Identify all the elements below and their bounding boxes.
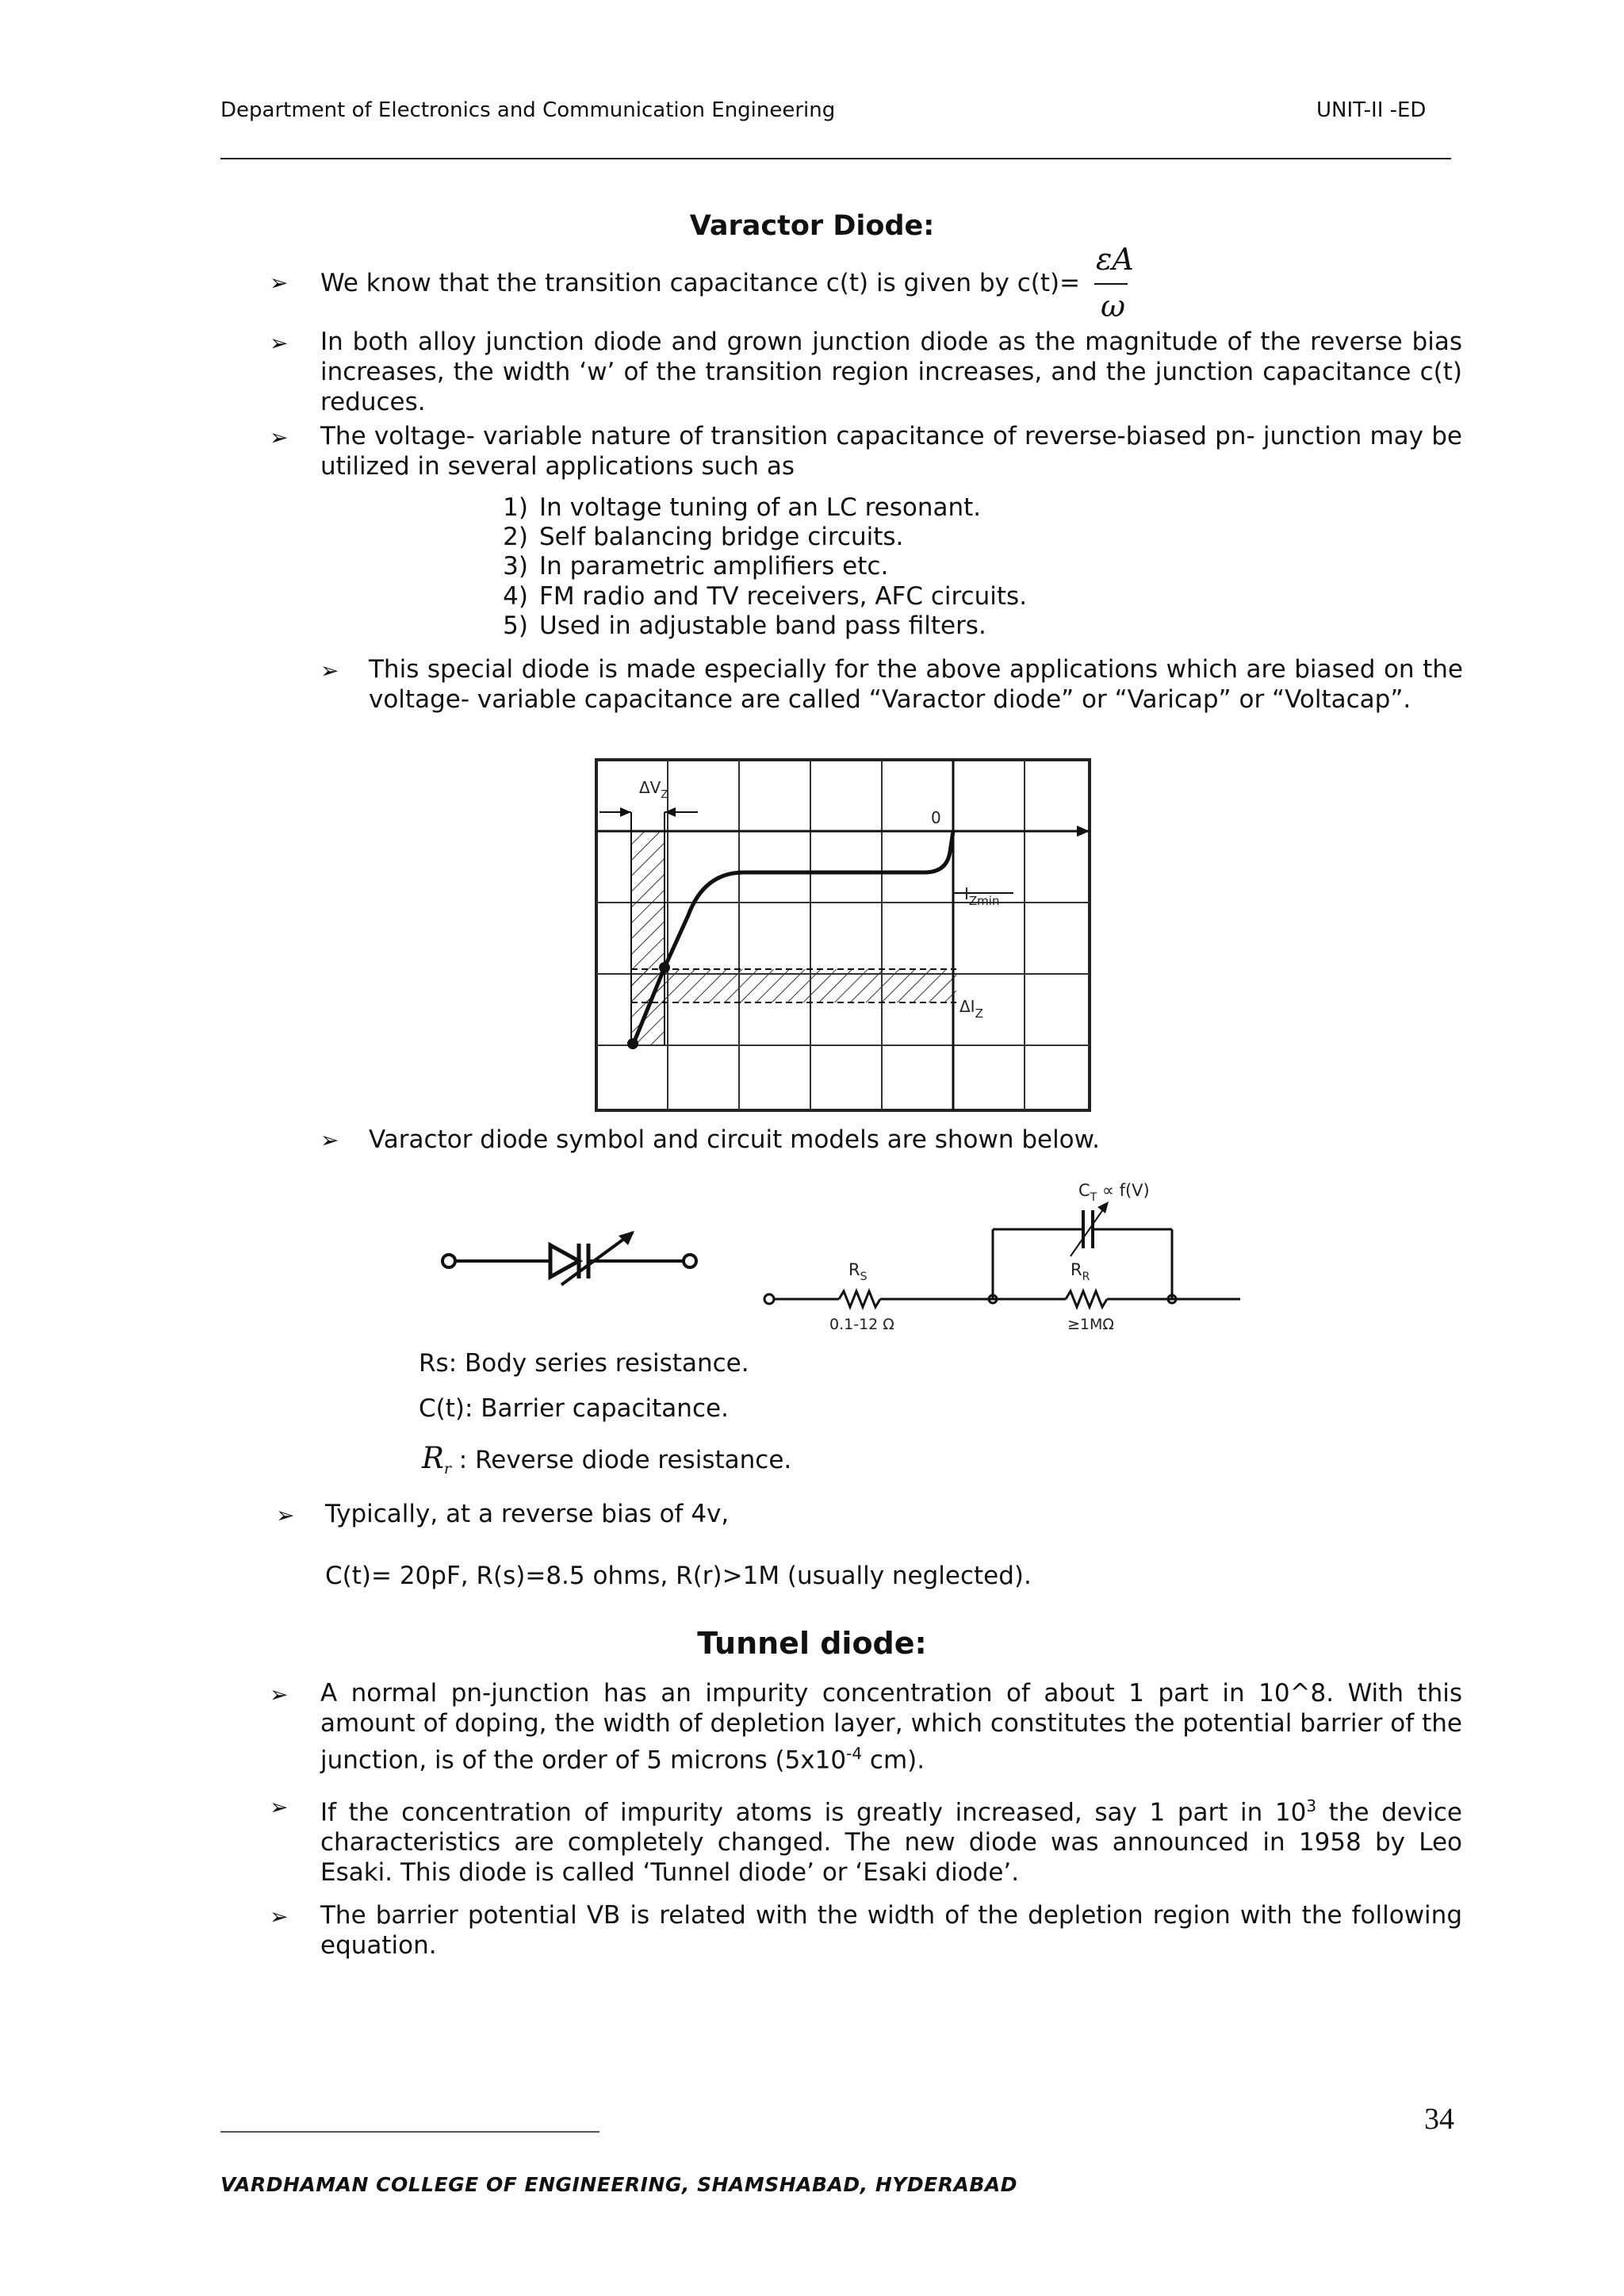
circuit-value-rr: ≥1MΩ: [1067, 1316, 1114, 1333]
varactor-circuit-model: [760, 1174, 1243, 1340]
application-item: 3) In parametric amplifiers etc.: [503, 552, 889, 581]
varactor-bullet-3: The voltage- variable nature of transition capacitance of reverse-biased pn- junction may be utilized in several applications such as: [320, 422, 1462, 481]
varactor-bullet-5: Varactor diode symbol and circuit models are shown below.: [369, 1125, 1101, 1154]
varactor-symbol: [435, 1221, 704, 1301]
tunnel-title: Tunnel diode:: [697, 1626, 927, 1661]
tunnel-bullet-2: If the concentration of impurity atoms is greatly increased, say 1 part in $10^3$ the device characteristics are completely changed. The new diode was announced in 1958 by Leo Esaki. This diode is called ‘Tunnel diode’ or ‘Esaki diode’.: [320, 1796, 1462, 1888]
bullet-arrow-icon: ➢: [270, 1903, 289, 1930]
def-rr: $R_r$ : Reverse diode resistance.: [422, 1441, 792, 1478]
application-item: 1) In voltage tuning of an LC resonant.: [503, 493, 982, 522]
header-department: Department of Electronics and Communication Engineering: [220, 98, 836, 122]
circuit-value-rs: 0.1-12 Ω: [829, 1316, 894, 1333]
def-rs: Rs: Body series resistance.: [419, 1349, 749, 1378]
varactor-bullet-4: This special diode is made especially for the above applications which are biased on the voltage- variable capacitance are called “Varactor diode” or “Varicap” or “Voltacap”.: [369, 655, 1463, 714]
bullet-arrow-icon: ➢: [270, 330, 289, 356]
bullet-arrow-icon: ➢: [270, 1681, 289, 1708]
typical-values: C(t)= 20pF, R(s)=8.5 ohms, R(r)>1M (usually neglected).: [325, 1562, 1032, 1590]
formula-denominator: ω: [1101, 289, 1125, 324]
graph-label-dvz: $\Delta V_Z$: [639, 778, 668, 801]
varactor-bullet-2: In both alloy junction diode and grown junction diode as the magnitude of the reverse bias increases, the width ‘w’ of the transition region increases, and the junction capacitance c(t) reduces.: [320, 328, 1462, 416]
bullet-arrow-icon: ➢: [320, 1127, 339, 1153]
tunnel-bullet-3: The barrier potential VB is related with the width of the depletion region with the following equation.: [320, 1901, 1462, 1960]
varactor-title: Varactor Diode:: [689, 210, 935, 242]
application-item: 4) FM radio and TV receivers, AFC circuits.: [503, 582, 1028, 611]
def-ct: C(t): Barrier capacitance.: [419, 1394, 729, 1423]
graph-label-zero: 0: [931, 808, 941, 827]
circuit-label-rs: $R_S$: [848, 1260, 868, 1283]
formula-numerator: εA: [1096, 242, 1134, 277]
circuit-label-rr: $R_R$: [1071, 1260, 1090, 1283]
bullet-arrow-icon: ➢: [270, 270, 289, 296]
formula-fraction-bar: [1094, 283, 1128, 285]
graph-label-izmin: $I_{Zmin}$: [964, 884, 1000, 908]
varactor-bullet-1: We know that the transition capacitance c(t) is given by c(t)=: [320, 269, 1081, 297]
header-unit: UNIT-II -ED: [1316, 98, 1427, 122]
varactor-bullet-6: Typically, at a reverse bias of 4v,: [325, 1500, 730, 1528]
footer-divider: [220, 2131, 599, 2133]
bullet-arrow-icon: ➢: [320, 657, 339, 684]
graph-label-diz: $\Delta I_Z$: [959, 997, 983, 1021]
zener-characteristic-graph: [593, 757, 1094, 1115]
college-name: VARDHAMAN COLLEGE OF ENGINEERING, SHAMSHABAD, HYDERABAD: [220, 2173, 1017, 2196]
tunnel-bullet-1: A normal pn-junction has an impurity concentration of about 1 part in 10^8. With this amount of doping, the width of depletion layer, which constitutes the potential barrier of the junction, is of the order of 5 microns ($5x10^{-4}$ cm).: [320, 1679, 1462, 1775]
circuit-label-ct: $C_T \propto f(V)$: [1078, 1181, 1150, 1204]
bullet-arrow-icon: ➢: [270, 1794, 289, 1820]
application-item: 5) Used in adjustable band pass filters.: [503, 611, 986, 640]
header-divider: [220, 158, 1451, 159]
page-number: 34: [1424, 2102, 1454, 2136]
bullet-arrow-icon: ➢: [276, 1502, 295, 1528]
application-item: 2) Self balancing bridge circuits.: [503, 523, 904, 551]
bullet-arrow-icon: ➢: [270, 424, 289, 450]
